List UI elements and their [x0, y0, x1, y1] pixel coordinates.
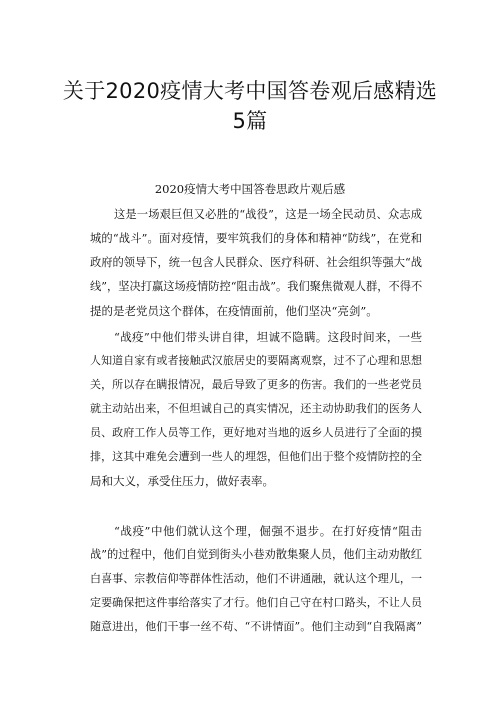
text-line: 政府的领导下，统一包含人民群众、医疗科研、社会组织等强大“战 [90, 256, 422, 269]
text-line: 战”的过程中，他们自觉到街头小巷劝散集聚人员，他们主动劝散红 [90, 548, 422, 561]
text-line: 局和大义，承受住压力，做好表率。 [90, 474, 274, 488]
text-line: 白喜事、宗教信仰等群体性活动，他们不讲通融，就认这个理儿，一 [90, 572, 422, 585]
document-subtitle: 2020疫情大考中国答卷思政片观后感 [154, 182, 346, 196]
text-line: 员、政府工作人员等工作，更好地对当地的返乡人员进行了全面的摸 [90, 426, 422, 439]
title-line-2: 5篇 [232, 109, 268, 133]
text-line: 定要确保把这件事给落实了才行。他们自己守在村口路头，不让人员 [90, 596, 422, 609]
text-line: 排，这其中难免会遭到一些人的埋怨，但他们出于整个疫情防控的全 [90, 450, 422, 463]
text-line: 就主动站出来，不但坦诚自己的真实情况，还主动协助我们的医务人 [90, 402, 422, 415]
text-line: 随意进出，他们干事一丝不苟、“不讲情面”。他们主动到“自我隔离” [90, 620, 422, 633]
text-line: 关，所以存在瞒报情况，最后导致了更多的伤害。我们的一些老党员 [90, 378, 422, 391]
text-line: 城的“战斗”。面对疫情，要牢筑我们的身体和精神“防线”，在党和 [90, 232, 422, 245]
text-line: 这是一场艰巨但又必胜的“战役”，这是一场全民动员、众志成 [114, 208, 422, 221]
text-line: “战疫”中他们带头讲自律，坦诚不隐瞒。这段时间来，一些 [114, 330, 422, 344]
text-line: 人知道自家有或者接触武汉旅居史的要隔离观察，过不了心理和思想 [90, 354, 422, 367]
text-line: 线”，坚决打赢这场疫情防控“阻击战”。我们聚焦微观人群，不得不 [90, 280, 422, 293]
text-line: 提的是老党员这个群体，在疫情面前，他们坚决“亮剑”。 [90, 304, 378, 318]
title-line-1: 关于2020疫情大考中国答卷观后感精选 [62, 79, 438, 103]
document-title [60, 76, 440, 136]
text-line: “战疫”中他们就认这个理，倔强不退步。在打好疫情“阻击 [114, 524, 422, 538]
